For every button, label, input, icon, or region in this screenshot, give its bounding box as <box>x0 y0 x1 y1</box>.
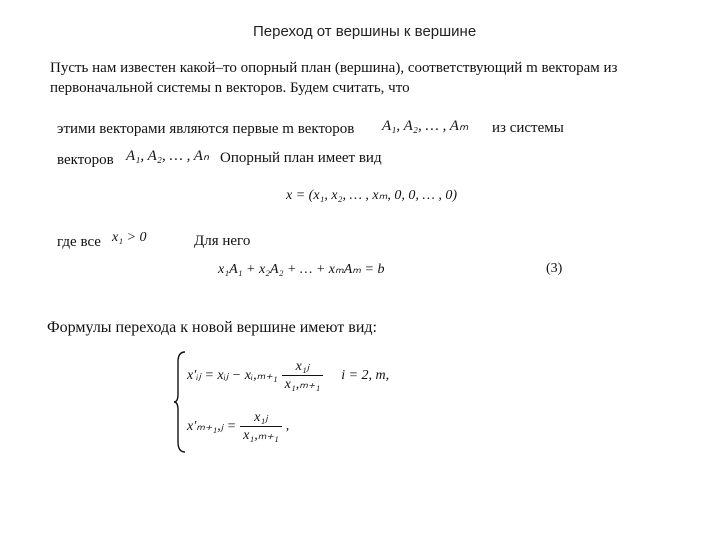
paragraph-vectors-word: векторов <box>57 152 114 168</box>
system-line-1-fraction <box>282 358 324 393</box>
equation-number: (3) <box>546 261 563 276</box>
where-condition: x₁ > 0 <box>112 230 147 245</box>
vectors-a1-am: A₁, A₂, … , Aₘ <box>382 118 469 134</box>
paragraph-plan-form: Опорный план имеет вид <box>220 150 382 166</box>
slide-title: Переход от вершины к вершине <box>253 23 477 40</box>
system-line-2-fraction <box>240 409 282 444</box>
system-line-2 <box>187 409 289 444</box>
system-line-2-numerator: x₁ⱼ <box>240 409 282 427</box>
system-line-1 <box>187 358 389 393</box>
system-line-2-denominator: x₁,ₘ₊₁ <box>243 428 279 443</box>
system-line-2-lhs: x′ₘ₊₁,ⱼ = <box>187 419 237 434</box>
vectors-a1-an: A₁, A₂, … , Aₙ <box>126 148 209 164</box>
system-line-2-comma: , <box>285 418 290 434</box>
formulas-heading: Формулы перехода к новой вершине имеют вид: <box>47 319 377 336</box>
paragraph-vectors-text: этими векторами являются первые m векторов <box>57 121 355 137</box>
paragraph-line-2: первоначальной системы n векторов. Будем считать, что <box>50 80 410 96</box>
for-it-text: Для него <box>194 233 251 249</box>
system-line-1-denominator: x₁,ₘ₊₁ <box>284 377 321 392</box>
where-text: где все <box>57 234 101 250</box>
basis-formula: x₁A₁ + x₂A₂ + … + xₘAₘ = b <box>218 262 385 277</box>
system-line-1-lhs: x′ᵢⱼ = xᵢⱼ − xᵢ,ₘ₊₁ <box>187 368 278 383</box>
system-line-1-numerator: x₁ⱼ <box>282 358 324 376</box>
system-line-1-range: i = 2, m, <box>341 367 390 383</box>
paragraph-from-system: из системы <box>492 120 564 136</box>
paragraph-line-1: Пусть нам известен какой–то опорный план (вершина), соответствующий m векторам из <box>50 60 618 76</box>
plan-formula: x = (x₁, x₂, … , xₘ, 0, 0, … , 0) <box>286 188 457 203</box>
system-brace <box>173 350 187 459</box>
